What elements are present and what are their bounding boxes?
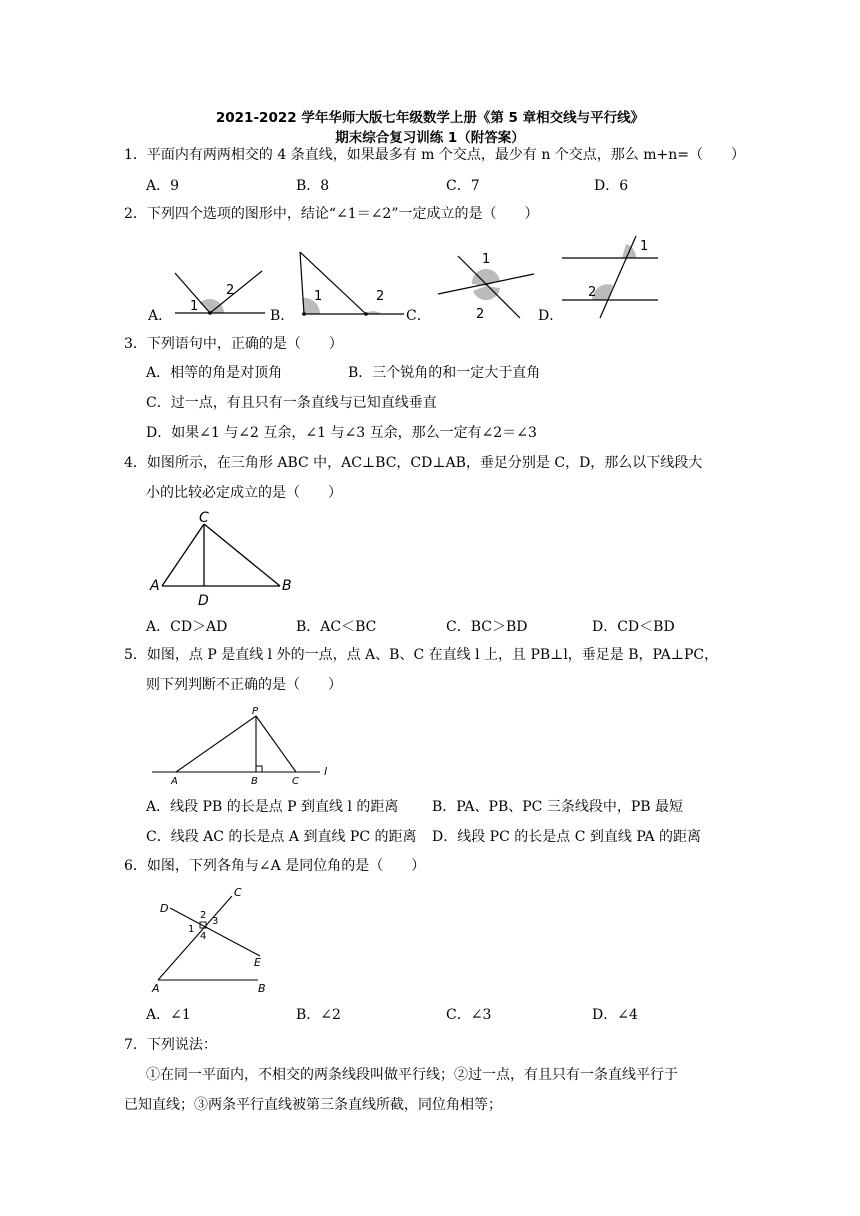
- q2-figure-c: [436, 248, 536, 322]
- q4-option-a: A．CD＞AD: [146, 619, 228, 635]
- q1-stem: 1．平面内有两两相交的 4 条直线，如果最多有 m 个交点，最少有 n 个交点，那么 m+n=（ ）: [124, 147, 746, 163]
- q4-stem-line1: 4．如图所示，在三角形 ABC 中，AC⊥BC，CD⊥AB，垂足分别是 C，D，那么以下线段大: [124, 455, 703, 471]
- q6-option-c: C．∠3: [446, 1007, 492, 1023]
- q3-option-d: D．如果∠1 与∠2 互余，∠1 与∠3 互余，那么一定有∠2＝∠3: [146, 425, 537, 441]
- q2-stem: 2．下列四个选项的图形中，结论“∠1＝∠2”一定成立的是（ ）: [124, 206, 539, 222]
- q5-label-a: A: [171, 776, 178, 787]
- q5-option-b: B．PA、PB、PC 三条线段中，PB 最短: [432, 799, 683, 815]
- q5-label-p: P: [252, 706, 259, 717]
- q2-option-a: A．: [148, 308, 173, 324]
- document-title: 2021-2022 学年华师大版七年级数学上册《第 5 章相交线与平行线》: [215, 110, 645, 126]
- q6-label-c: C: [234, 886, 242, 899]
- q3-stem: 3．下列语句中，正确的是（ ）: [124, 336, 343, 352]
- q2-figure-a: [170, 268, 270, 320]
- q2d-angle-2: 2: [588, 285, 597, 300]
- q4-option-d: D．CD＜BD: [592, 619, 675, 635]
- q2-figure-d: [560, 234, 660, 320]
- q1-option-b: B．8: [296, 178, 330, 194]
- q1-option-d: D．6: [594, 178, 629, 194]
- q4-label-c: C: [199, 510, 209, 526]
- q6-option-b: B．∠2: [296, 1007, 341, 1023]
- q2a-angle-1: 1: [190, 299, 199, 314]
- q6-label-d: D: [160, 902, 169, 915]
- q6-figure: [150, 884, 280, 996]
- q6-stem: 6．如图，下列各角与∠A 是同位角的是（ ）: [124, 858, 426, 874]
- q2-option-c: C．: [406, 308, 431, 324]
- q2-figure-b: [292, 250, 406, 322]
- q5-option-d: D．线段 PC 的长是点 C 到直线 PA 的距离: [432, 829, 702, 845]
- q4-label-b: B: [282, 578, 292, 594]
- q1-option-c: C．7: [446, 178, 480, 194]
- q6-angle-4: 4: [200, 931, 207, 942]
- q4-option-c: C．BC＞BD: [446, 619, 528, 635]
- q7-stem: 7．下列说法：: [124, 1037, 217, 1053]
- q6-angle-1: 1: [188, 924, 195, 935]
- q2-option-d: D．: [538, 308, 564, 324]
- q5-label-b: B: [251, 776, 258, 787]
- q6-option-a: A．∠1: [146, 1007, 191, 1023]
- q7-line2: 已知直线；③两条平行直线被第三条直线所截，同位角相等；: [124, 1097, 502, 1113]
- q3-option-c: C．过一点，有且只有一条直线与已知直线垂直: [146, 395, 437, 411]
- q2a-angle-2: 2: [226, 283, 235, 298]
- q4-option-b: B．AC＜BC: [296, 619, 377, 635]
- q4-label-a: A: [150, 578, 160, 594]
- q5-option-a: A．线段 PB 的长是点 P 到直线 l 的距离: [146, 799, 399, 815]
- q2b-angle-1: 1: [314, 289, 323, 304]
- q5-label-l: l: [324, 765, 328, 778]
- q6-label-e: E: [254, 956, 261, 969]
- q6-label-a: A: [152, 982, 160, 995]
- q4-label-d: D: [198, 593, 209, 609]
- q7-line1: ①在同一平面内，不相交的两条线段叫做平行线；②过一点，有且只有一条直线平行于: [146, 1067, 678, 1083]
- q2b-angle-2: 2: [376, 289, 385, 304]
- q6-angle-3: 3: [212, 916, 219, 927]
- q5-figure: [150, 704, 340, 788]
- q5-stem-line2: 则下列判断不正确的是（ ）: [146, 677, 342, 693]
- q2-option-b: B．: [270, 308, 295, 324]
- q6-label-b: B: [258, 982, 266, 995]
- q5-label-c: C: [292, 776, 299, 787]
- q4-stem-line2: 小的比较必定成立的是（ ）: [146, 485, 342, 501]
- q6-option-d: D．∠4: [592, 1007, 638, 1023]
- q5-stem-line1: 5．如图，点 P 是直线 l 外的一点，点 A、B、C 在直线 l 上，且 PB⊥l，垂足是 B，PA⊥PC，: [124, 647, 719, 663]
- q2d-angle-1: 1: [640, 239, 649, 254]
- q1-option-a: A．9: [146, 178, 180, 194]
- q3-option-a: A．相等的角是对顶角: [146, 365, 283, 381]
- document-subtitle: 期末综合复习训练 1（附答案）: [335, 130, 525, 146]
- q5-option-c: C．线段 AC 的长是点 A 到直线 PC 的距离: [146, 829, 417, 845]
- q3-option-b: B．三个锐角的和一定大于直角: [348, 365, 541, 381]
- q4-triangle-figure: [148, 510, 298, 610]
- q2c-angle-1: 1: [482, 252, 491, 267]
- q2c-angle-2: 2: [476, 307, 485, 322]
- q6-angle-2: 2: [200, 910, 207, 921]
